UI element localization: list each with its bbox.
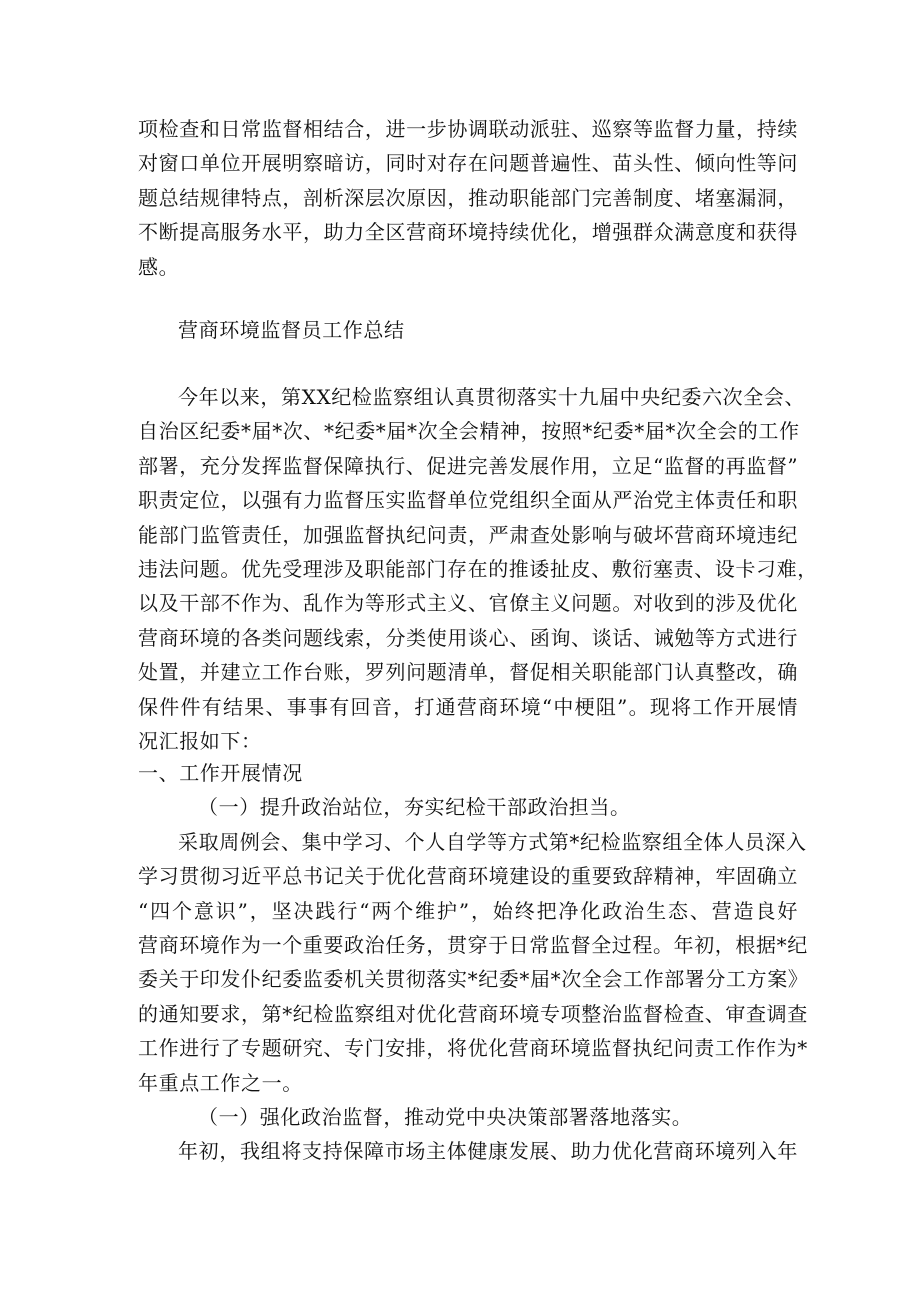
paragraph-line: 能部门监管责任，加强监督执纪问责，严肃查处影响与破坏营商环境违纪 bbox=[138, 522, 798, 547]
paragraph-line: 营商环境作为一个重要政治任务，贯穿于日常监督全过程。年初，根据*纪 bbox=[138, 933, 808, 958]
paragraph-line: 工作进行了专题研究、专门安排，将优化营商环境监督执纪问责工作作为* bbox=[138, 1036, 808, 1061]
continuation-paragraph bbox=[138, 112, 798, 284]
subsection-heading: （一）强化政治监督，推动党中央决策部署落地落实。 bbox=[198, 1105, 693, 1130]
paragraph-line: “四个意识”，坚决践行“两个维护”，始终把净化政治生态、营造良好 bbox=[138, 898, 798, 923]
paragraph-line: 题总结规律特点，剖析深层次原因，推动职能部门完善制度、堵塞漏洞， bbox=[138, 185, 798, 210]
paragraph-line: 学习贯彻习近平总书记关于优化营商环境建设的重要致辞精神，牢固确立 bbox=[138, 864, 798, 889]
intro-paragraph bbox=[138, 380, 818, 758]
paragraph-line: 感。 bbox=[138, 254, 180, 279]
paragraph-line: 部署，充分发挥监督保障执行、促进完善发展作用，立足“监督的再监督” bbox=[138, 453, 799, 478]
subsection-heading: （一）提升政治站位，夯实纪检干部政治担当。 bbox=[198, 795, 631, 820]
paragraph-line: 采取周例会、集中学习、个人自学等方式第*纪检监察组全体人员深入 bbox=[178, 829, 807, 854]
section-heading: 一、工作开展情况 bbox=[138, 761, 303, 785]
paragraph-line: 自治区纪委*届*次、*纪委*届*次全会精神，按照*纪委*届*次全会的工作 bbox=[138, 419, 800, 444]
paragraph-line: 营商环境的各类问题线索，分类使用谈心、函询、谈话、诫勉等方式进行 bbox=[138, 625, 798, 650]
paragraph-line: 今年以来，第XX纪检监察组认真贯彻落实十九届中央纪委六次全会、 bbox=[178, 385, 806, 409]
paragraph-line: 委关于印发仆纪委监委机关贯彻落实*纪委*届*次全会工作部署分工方案》 bbox=[138, 967, 809, 992]
document-title: 营商环境监督员工作总结 bbox=[178, 318, 405, 342]
paragraph-line: 保件件有结果、事事有回音，打通营商环境“中梗阻”。现将工作开展情 bbox=[138, 694, 798, 719]
paragraph-line: 年初，我组将支持保障市场主体健康发展、助力优化营商环境列入年 bbox=[178, 1139, 798, 1164]
paragraph-line: 职责定位，以强有力监督压实监督单位党组织全面从严治党主体责任和职 bbox=[138, 488, 798, 513]
work-section bbox=[138, 756, 809, 1169]
paragraph-line: 处置，并建立工作台账，罗列问题清单，督促相关职能部门认真整改，确 bbox=[138, 660, 798, 685]
paragraph-line: 不断提高服务水平，助力全区营商环境持续优化，增强群众满意度和获得 bbox=[138, 220, 798, 245]
paragraph-line: 的通知要求，第*纪检监察组对优化营商环境专项整治监督检查、审查调查 bbox=[138, 1001, 808, 1026]
paragraph-line: 况汇报如下： bbox=[138, 729, 262, 754]
document-title-block bbox=[138, 313, 798, 347]
paragraph-line: 年重点工作之一。 bbox=[138, 1070, 303, 1095]
paragraph-line: 违法问题。优先受理涉及职能部门存在的推诿扯皮、敷衍塞责、设卡刁难， bbox=[138, 557, 818, 582]
paragraph-line: 以及干部不作为、乱作为等形式主义、官僚主义问题。对收到的涉及优化 bbox=[138, 591, 798, 616]
paragraph-line: 对窗口单位开展明察暗访，同时对存在问题普遍性、苗头性、倾向性等问 bbox=[138, 151, 798, 176]
paragraph-line: 项检查和日常监督相结合，进一步协调联动派驻、巡察等监督力量，持续 bbox=[138, 117, 798, 141]
